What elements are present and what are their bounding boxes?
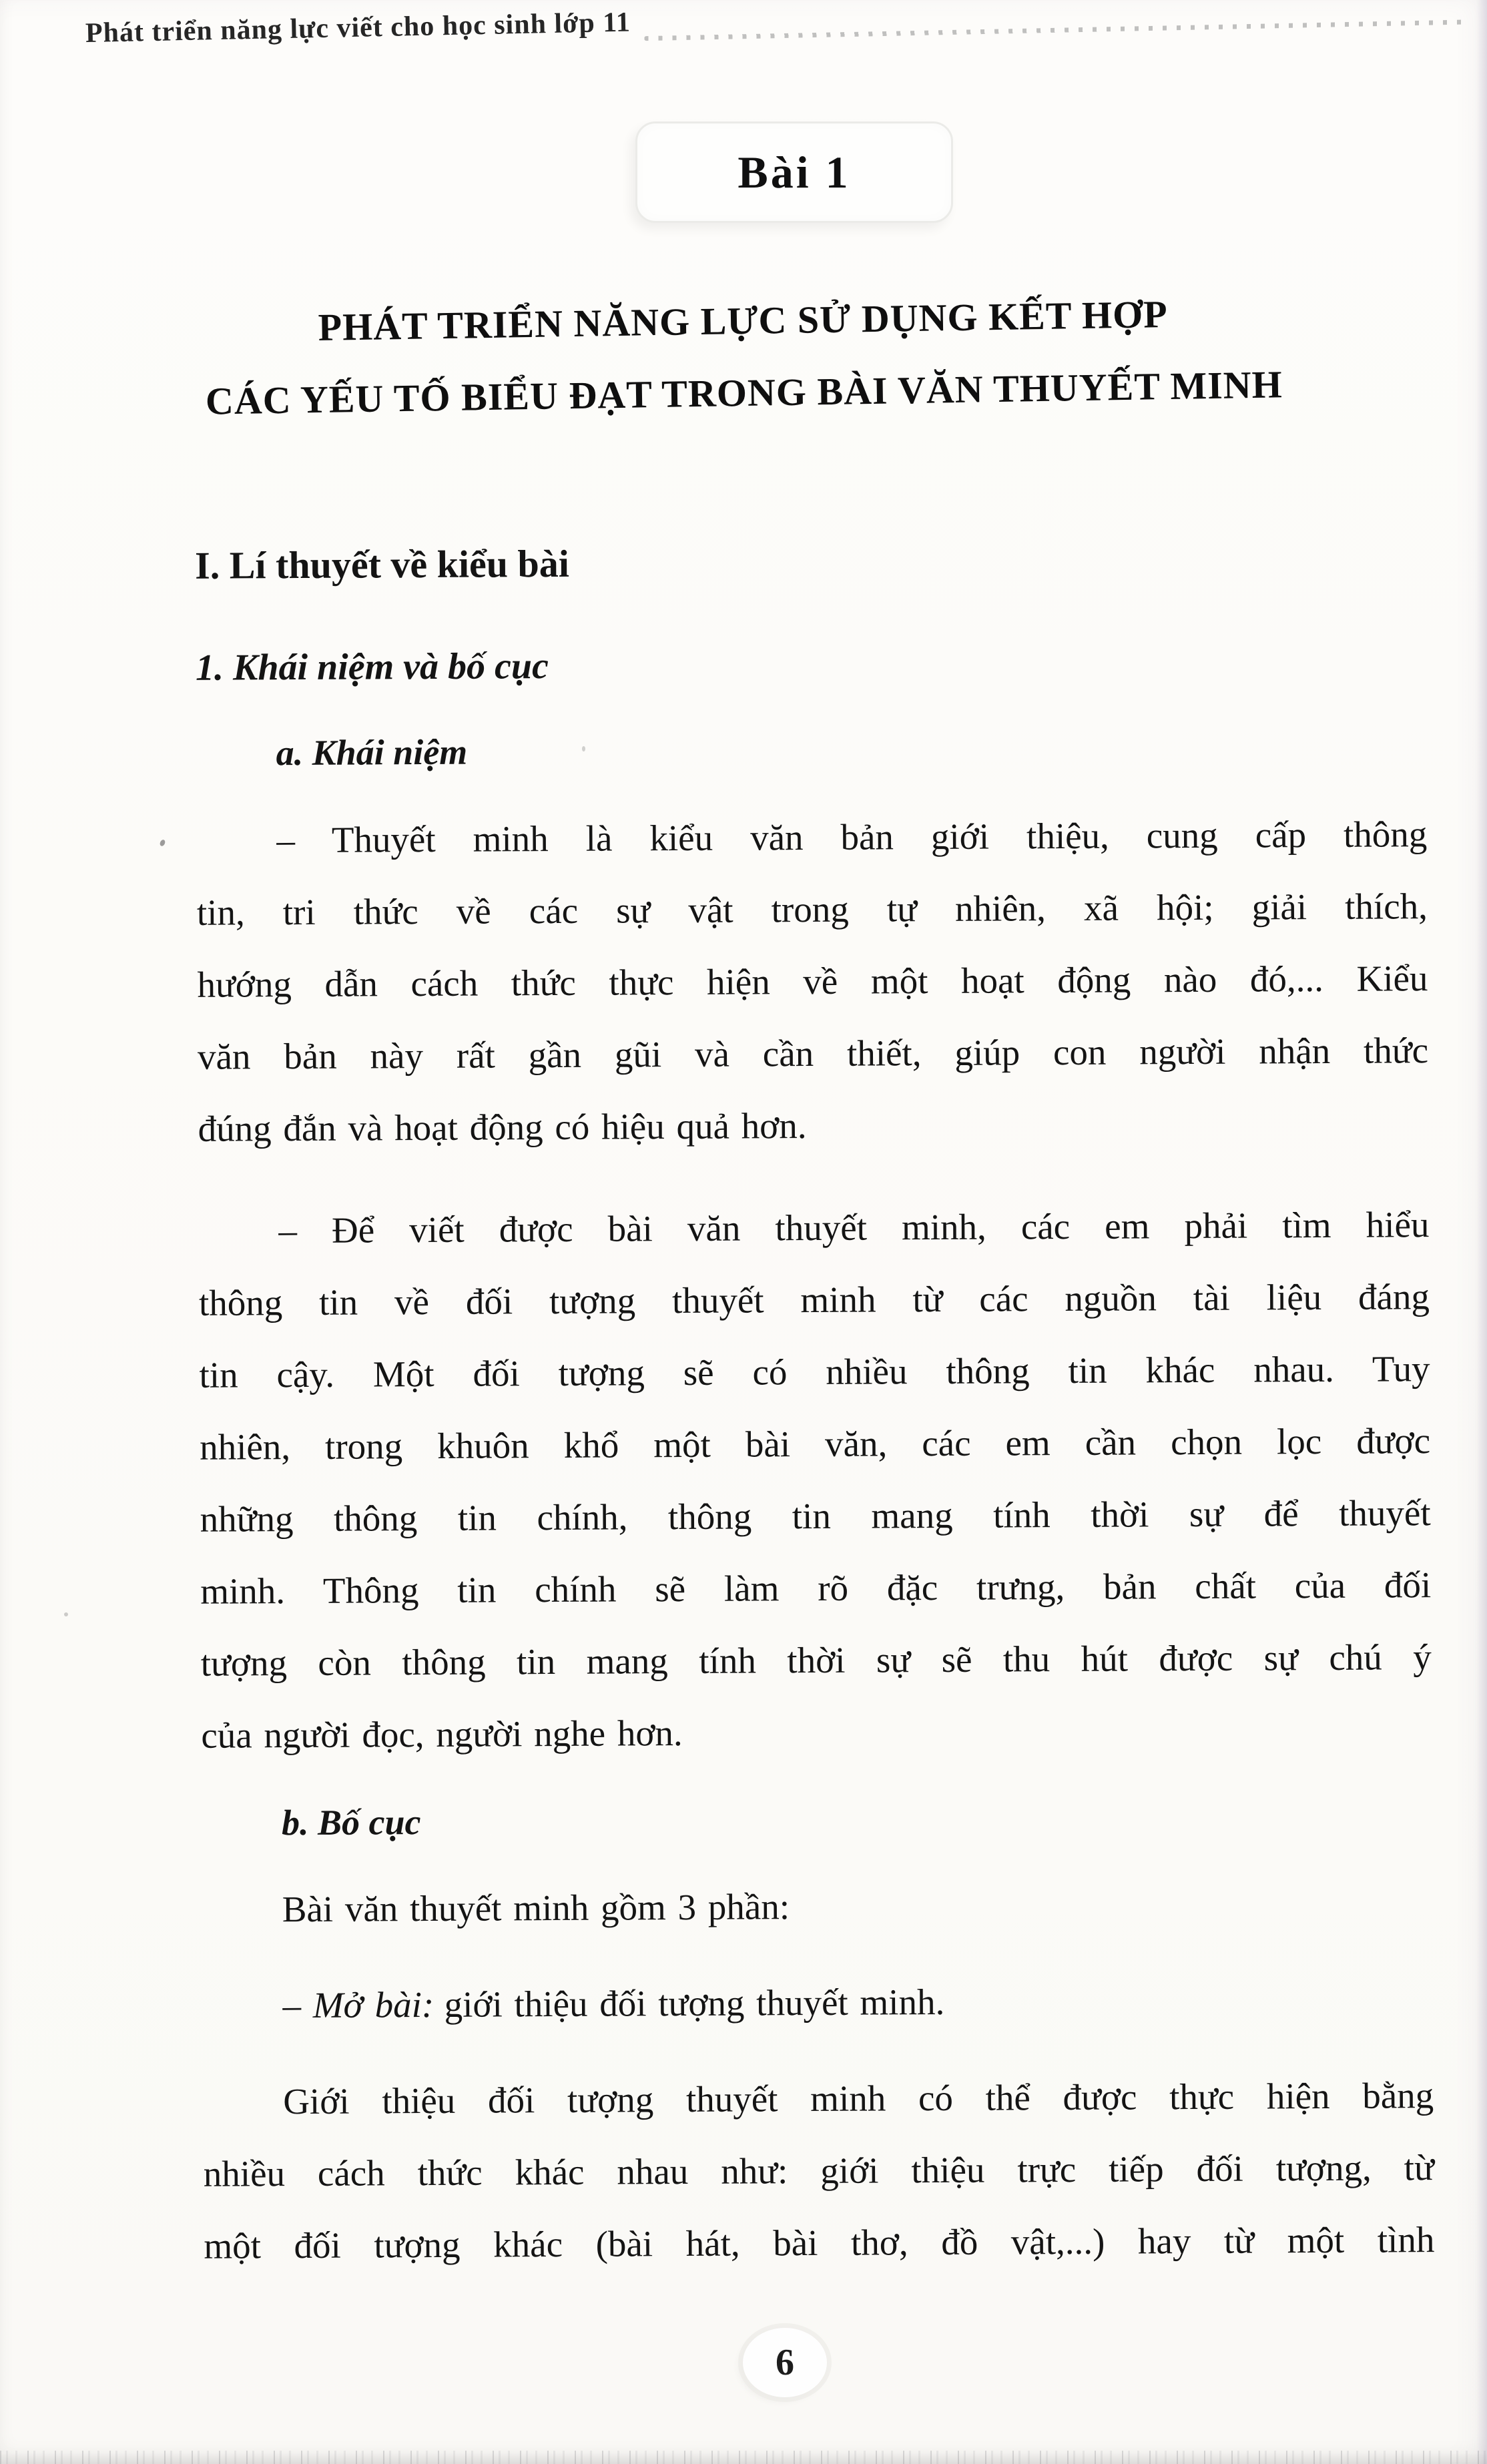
item-heading-concept: a. Khái niệm — [276, 731, 468, 773]
scan-speck — [159, 839, 166, 847]
text-line: nhiều cách thức khác nhau như: giới thiệu trực tiếp đối tượng, từ — [203, 2147, 1434, 2195]
paragraph-structure-intro — [202, 1868, 1433, 1947]
text-line: nhiên, trong khuôn khổ một bài văn, các em cần chọn lọc được — [199, 1420, 1431, 1468]
subsection-heading-concept-structure: 1. Khái niệm và bố cục — [195, 645, 549, 689]
text-line: tin cậy. Một đối tượng sẽ có nhiều thông tin khác nhau. Tuy — [199, 1347, 1430, 1396]
item-heading-structure: b. Bố cục — [281, 1801, 421, 1843]
text-line: những thông tin chính, thông tin mang tính thời sự để thuyết — [200, 1492, 1431, 1540]
scan-artifact-right-edge — [1476, 0, 1487, 2464]
chapter-title — [45, 274, 1441, 440]
chapter-title-line1: PHÁT TRIỂN NĂNG LỰC SỬ DỤNG KẾT HỢP — [318, 292, 1169, 349]
text-line: – Để viết được bài văn thuyết minh, các em phải tìm hiểu — [278, 1203, 1430, 1251]
scan-speck — [64, 1612, 68, 1616]
page-number-badge — [743, 2328, 827, 2397]
running-header — [85, 0, 1470, 49]
lesson-badge — [635, 121, 953, 223]
paragraph-concept-definition — [196, 798, 1429, 1165]
text-line: Bài văn thuyết minh gồm 3 phần: — [282, 1886, 790, 1930]
scan-speck — [582, 746, 585, 751]
section-heading-theory: I. Lí thuyết về kiểu bài — [195, 541, 570, 587]
text-line: minh. Thông tin chính sẽ làm rõ đặc trưng, bản chất của đối — [200, 1564, 1432, 1612]
lesson-badge-label: Bài 1 — [737, 146, 851, 198]
text-line: hướng dẫn cách thức thực hiện về một hoạt động nào đó,... Kiểu — [197, 957, 1428, 1005]
text-line — [202, 1964, 1434, 2043]
chapter-title-line2: CÁC YẾU TỐ BIỂU ĐẠT TRONG BÀI VĂN THUYẾT MINH — [205, 362, 1283, 423]
header-dotted-rule — [644, 19, 1470, 41]
text-line: – Thuyết minh là kiểu văn bản giới thiệu, cung cấp thông — [276, 813, 1428, 860]
page-number: 6 — [776, 2342, 794, 2383]
text-line: của người đọc, người nghe hơn. — [201, 1712, 683, 1756]
paragraph-information-selection — [198, 1189, 1432, 1772]
scan-artifact-bottom-edge — [0, 2451, 1487, 2464]
paragraph-opening-methods — [203, 2060, 1435, 2283]
text-line: thông tin về đối tượng thuyết minh từ các nguồn tài liệu đáng — [198, 1275, 1430, 1323]
page-body — [195, 536, 1435, 2313]
running-header-title: Phát triển năng lực viết cho học sinh lớp 11 — [85, 7, 631, 49]
text-line: đúng đắn và hoạt động có hiệu quả hơn. — [198, 1105, 807, 1149]
mo-bai-description: giới thiệu đối tượng thuyết minh. — [444, 1981, 945, 2026]
text-line: tượng còn thông tin mang tính thời sự sẽ thu hút được sự chú ý — [200, 1636, 1432, 1684]
text-line: tin, tri thức về các sự vật trong tự nhiên, xã hội; giải thích, — [196, 885, 1428, 933]
text-line: Giới thiệu đối tượng thuyết minh có thể được thực hiện bằng — [283, 2075, 1434, 2122]
list-item-mo-bai — [202, 1964, 1434, 2043]
text-line: văn bản này rất gần gũi và cần thiết, giúp con người nhận thức — [197, 1029, 1429, 1077]
text-line: một đối tượng khác (bài hát, bài thơ, đồ vật,...) hay từ một tình — [204, 2219, 1435, 2267]
mo-bai-label: – Mở bài: — [282, 1984, 434, 2026]
